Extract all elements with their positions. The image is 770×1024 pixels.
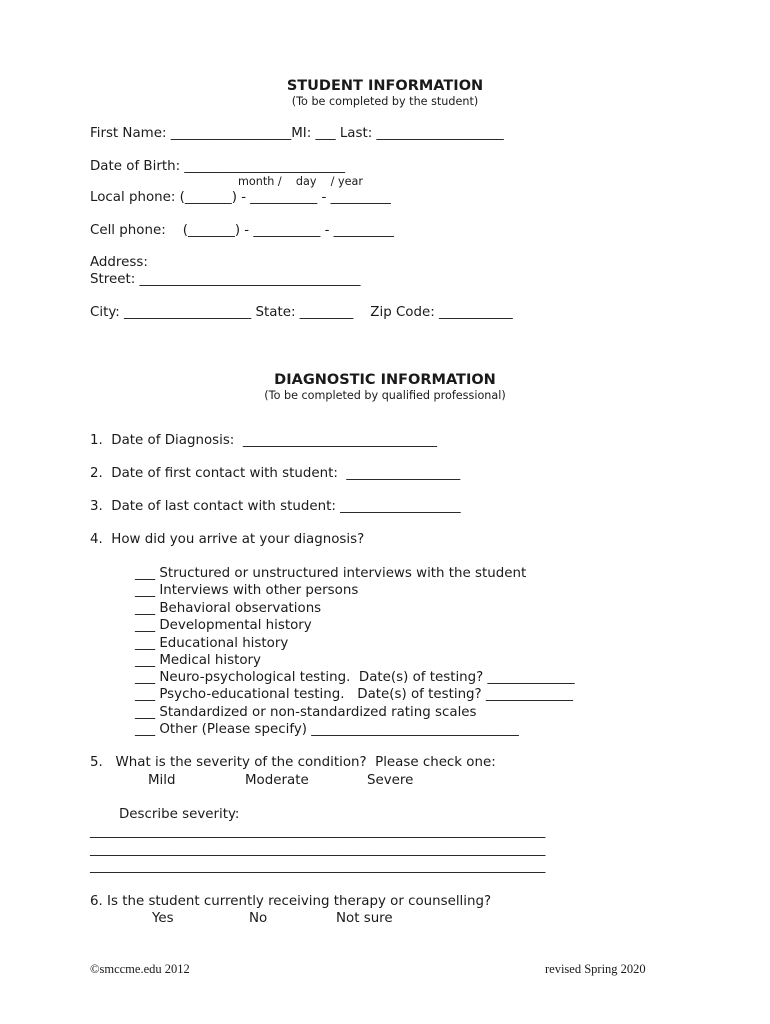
first-contact-field[interactable]: 2. Date of first contact with student: _________________ bbox=[90, 466, 461, 481]
describe-severity-line[interactable]: ____________________________________________________________________ bbox=[90, 842, 546, 857]
option-educational-history[interactable]: ___ Educational history bbox=[135, 636, 289, 651]
city-state-zip-field[interactable]: City: ___________________ State: ________ Zip Code: ___________ bbox=[90, 305, 513, 320]
date-of-diagnosis-field[interactable]: 1. Date of Diagnosis: _____________________________ bbox=[90, 433, 437, 448]
dob-format-hint: month / day / year bbox=[238, 175, 363, 188]
option-medical-history[interactable]: ___ Medical history bbox=[135, 653, 261, 668]
option-rating-scales[interactable]: ___ Standardized or non-standardized rating scales bbox=[135, 705, 477, 720]
date-of-birth-field[interactable]: Date of Birth: ________________________ bbox=[90, 159, 346, 174]
option-behavioral-observations[interactable]: ___ Behavioral observations bbox=[135, 601, 322, 616]
describe-severity-line[interactable]: ____________________________________________________________________ bbox=[90, 859, 546, 874]
option-other-specify[interactable]: ___ Other (Please specify) _______________________________ bbox=[135, 722, 519, 737]
option-developmental-history[interactable]: ___ Developmental history bbox=[135, 618, 312, 633]
local-phone-field[interactable]: Local phone: (_______) - __________ - _________ bbox=[90, 190, 391, 205]
street-field[interactable]: Street: _________________________________ bbox=[90, 272, 361, 287]
option-interviews-others[interactable]: ___ Interviews with other persons bbox=[135, 583, 359, 598]
therapy-question: 6. Is the student currently receiving therapy or counselling? bbox=[90, 894, 492, 909]
describe-severity-label: Describe severity: bbox=[119, 807, 240, 822]
therapy-choice-no[interactable]: No bbox=[249, 911, 268, 926]
last-contact-field[interactable]: 3. Date of last contact with student: __________________ bbox=[90, 499, 461, 514]
therapy-choice-not-sure[interactable]: Not sure bbox=[336, 911, 393, 926]
severity-choice-severe[interactable]: Severe bbox=[367, 773, 414, 788]
student-info-subtitle: (To be completed by the student) bbox=[291, 95, 479, 108]
diagnostic-info-title: DIAGNOSTIC INFORMATION bbox=[274, 372, 496, 388]
first-name-field[interactable]: First Name: __________________MI: ___ Last: ___________________ bbox=[90, 126, 504, 141]
diagnostic-info-subtitle: (To be completed by qualified professional) bbox=[264, 389, 506, 402]
footer-revision: revised Spring 2020 bbox=[545, 962, 646, 976]
severity-choice-mild[interactable]: Mild bbox=[148, 773, 176, 788]
option-neuro-psych-testing[interactable]: ___ Neuro-psychological testing. Date(s) of testing? _____________ bbox=[135, 670, 575, 685]
footer-copyright: ©smccme.edu 2012 bbox=[90, 962, 190, 976]
severity-choice-moderate[interactable]: Moderate bbox=[245, 773, 309, 788]
option-structured-interviews[interactable]: ___ Structured or unstructured interviews with the student bbox=[135, 566, 527, 581]
diagnosis-method-question: 4. How did you arrive at your diagnosis? bbox=[90, 532, 365, 547]
student-info-title: STUDENT INFORMATION bbox=[286, 78, 484, 94]
describe-severity-line[interactable]: ____________________________________________________________________ bbox=[90, 824, 546, 839]
address-label: Address: bbox=[90, 255, 148, 270]
cell-phone-field[interactable]: Cell phone: (_______) - __________ - _________ bbox=[90, 223, 394, 238]
severity-question: 5. What is the severity of the condition? Please check one: bbox=[90, 755, 496, 770]
therapy-choice-yes[interactable]: Yes bbox=[152, 911, 174, 926]
option-psycho-educational-testing[interactable]: ___ Psycho-educational testing. Date(s) of testing? _____________ bbox=[135, 687, 573, 702]
